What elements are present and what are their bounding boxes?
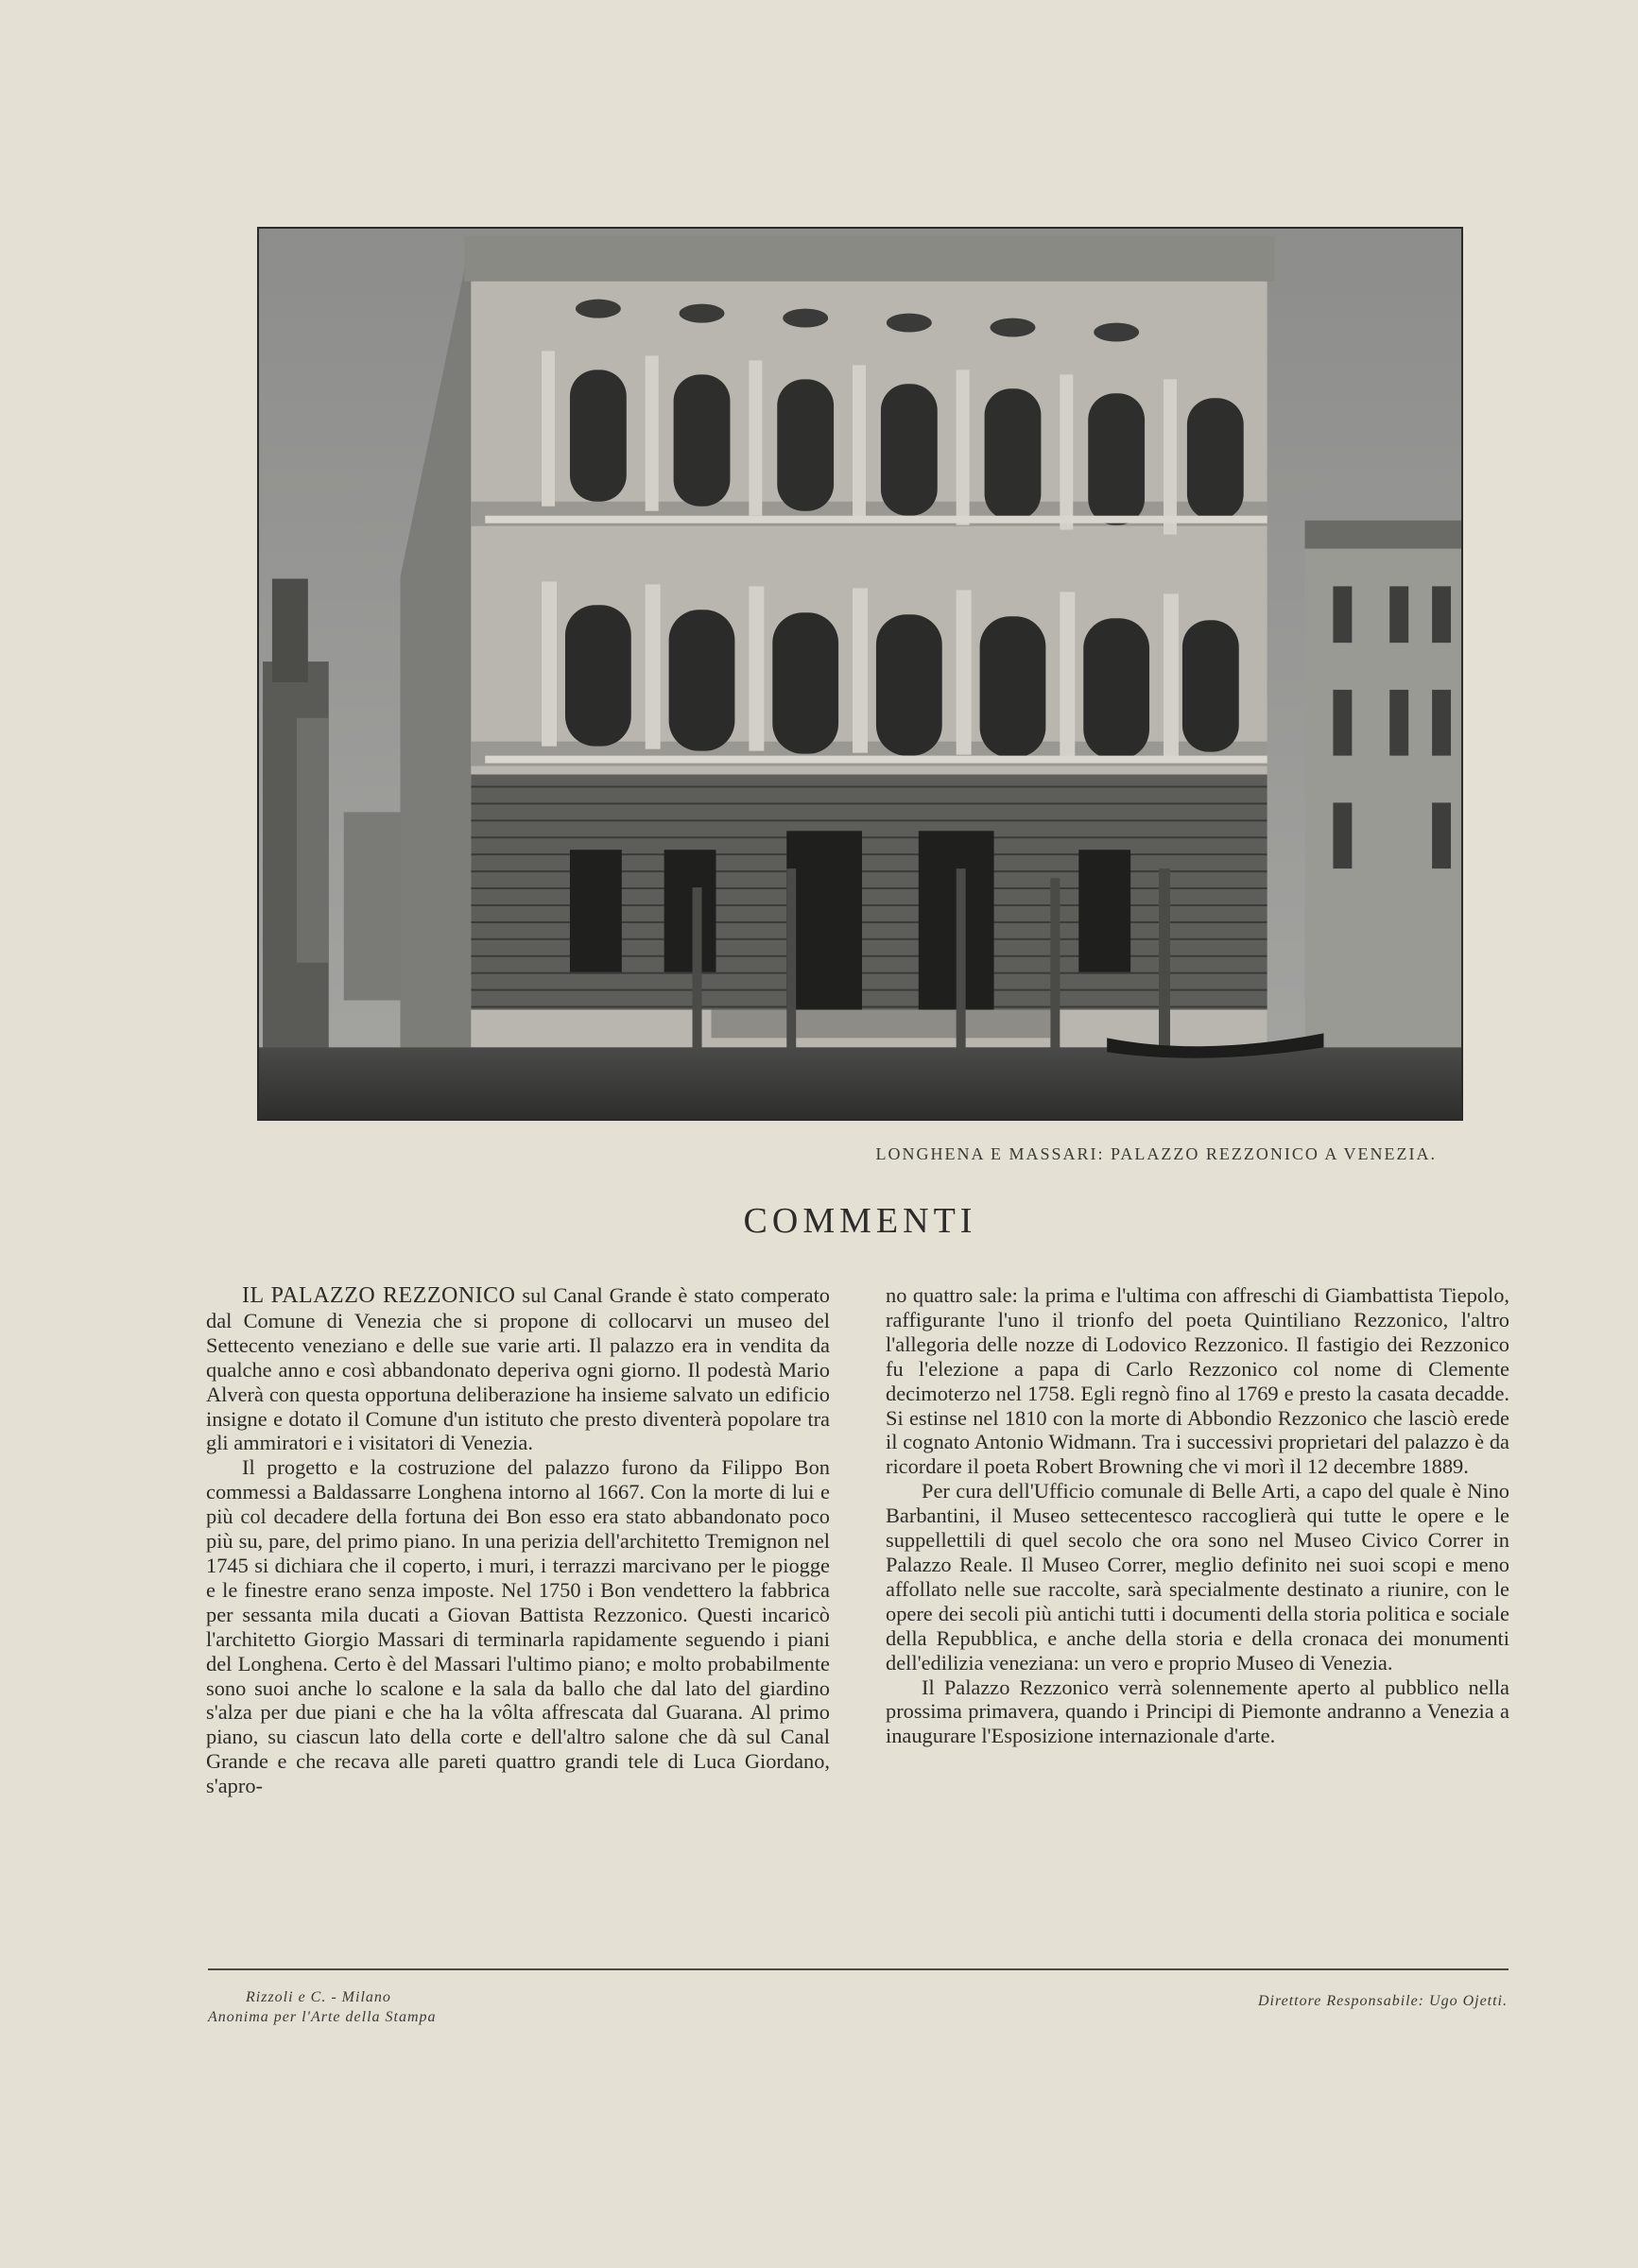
section-heading: COMMENTI [743, 1201, 977, 1241]
printer-line-1: Rizzoli e C. - Milano [246, 1989, 391, 2005]
palazzo-photograph-icon [259, 229, 1461, 1119]
printer-imprint [208, 1987, 437, 2027]
director-credit: Direttore Responsabile: Ugo Ojetti. [1258, 1993, 1508, 2009]
photo-caption: LONGHENA E MASSARI: PALAZZO REZZONICO A VENEZIA. [875, 1144, 1437, 1163]
paragraph-text: sul Canal Grande è stato comperato dal Comune di Venezia che si propone di collocarvi un museo del Settecento veneziano e delle sue varie arti. Il palazzo era in vendita da qualche anno e così abbandonato deperiva ogni giorno. Il podestà Mario Alverà con questa opportuna deliberazione ha insieme salvato un edificio insigne e dotato il Comune d'un istituto che presto diventerà popolare tra gli ammiratori e i visitatori di Venezia. [206, 1283, 830, 1455]
printer-line-2: Anonima per l'Arte della Stampa [208, 2009, 437, 2025]
paragraph: Per cura dell'Ufficio comunale di Belle Arti, a capo del quale è Nino Barbantini, il Museo settecentesco raccoglierà qui tutte le opere e le suppellettili di quel secolo che ora sono nel Museo Civico Correr in Palazzo Reale. Il Museo Correr, meglio definito nei suoi scopi e meno affollato nelle sue raccolte, sarà specialmente destinato a riunire, con le opere dei secoli più antichi tutti i documenti della storia politica e sociale della Repubblica, e anche della storia e della cronaca dei monumenti dell'edilizia veneziana: un vero e proprio Museo di Venezia. [886, 1479, 1509, 1675]
text-column-left [206, 1283, 830, 1798]
palazzo-photograph [257, 227, 1463, 1121]
lead-in: IL PALAZZO REZZONICO [242, 1283, 516, 1308]
paragraph: Il progetto e la costruzione del palazzo furono da Filippo Bon commessi a Baldassarre Longhena intorno al 1667. Con la morte di lui e più col decadere della fortuna dei Bon esso era stato abbandonato poco più su, pare, del primo piano. In una perizia dell'architetto Tremignon nel 1745 si dichiara che il coperto, i muri, i terrazzi marcivano per le piogge e le finestre erano senza imposte. Nel 1750 i Bon vendettero la fabbrica per sessanta mila ducati a Giovan Battista Rezzonico. Questi incaricò l'architetto Giorgio Massari di terminarla rapidamente seguendo i piani del Longhena. Certo è del Massari l'ultimo piano; e molto probabilmente sono suoi anche lo scalone e la sala da ballo che dal lato del giardino s'alza per due piani e che ha la vôlta affrescata dal Guarana. Al primo piano, su ciascun lato della corte e dell'altro salone che dà sul Canal Grande e che recava alle pareti quattro grandi tele di Luca Giordano, s'apro- [206, 1455, 830, 1798]
paragraph [206, 1283, 830, 1455]
paragraph: no quattro sale: la prima e l'ultima con affreschi di Giambattista Tiepolo, raffigurante l'uno il trionfo del poeta Quintiliano Rezzonico, l'altro l'allegoria delle nozze di Lodovico Rezzonico. Il fastigio dei Rezzonico fu l'elezione a papa di Carlo Rezzonico col nome di Clemente decimoterzo nel 1758. Egli regnò fino al 1769 e presto la casata decadde. Si estinse nel 1810 con la morte di Abbondio Rezzonico che lasciò erede il cognato Antonio Widmann. Tra i successivi proprietari del palazzo è da ricordare il poeta Robert Browning che vi morì il 12 decembre 1889. [886, 1283, 1509, 1479]
text-column-right [886, 1283, 1509, 1748]
footer-divider [208, 1968, 1509, 1970]
paragraph: Il Palazzo Rezzonico verrà solennemente aperto al pubblico nella prossima primavera, quando i Principi di Piemonte andranno a Venezia a inaugurare l'Esposizione internazionale d'arte. [886, 1675, 1509, 1748]
